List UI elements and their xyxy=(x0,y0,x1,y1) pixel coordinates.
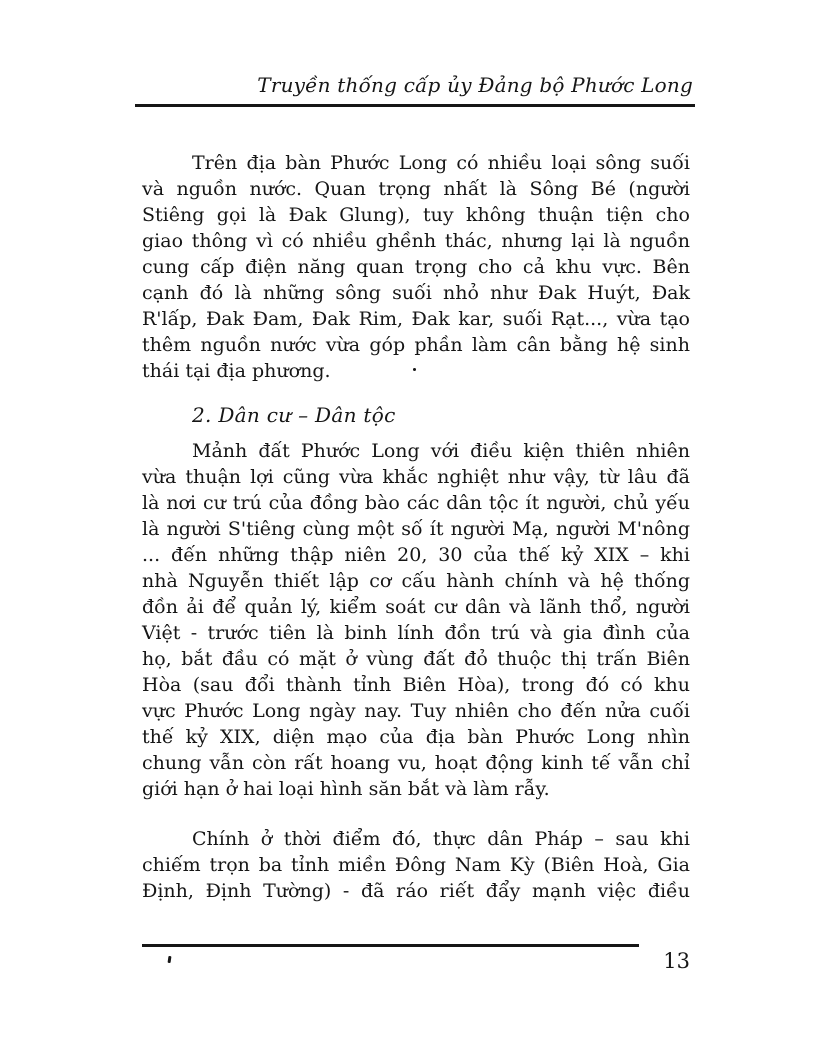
text-line: R'lấp, Đak Đam, Đak Rim, Đak kar, suối Rạt..., vừa tạo xyxy=(142,308,690,330)
text-line: Stiêng gọi là Đak Glung), tuy không thuận tiện cho xyxy=(142,204,690,226)
text-line: Trên địa bàn Phước Long có nhiều loại sông suối xyxy=(192,152,690,174)
text-line: và nguồn nước. Quan trọng nhất là Sông Bé (người xyxy=(142,178,690,200)
text-line: Hòa (sau đổi thành tỉnh Biên Hòa), trong đó có khu xyxy=(142,674,690,696)
text-line: chiếm trọn ba tỉnh miền Đông Nam Kỳ (Biên Hoà, Gia xyxy=(142,854,690,876)
text-line: là nơi cư trú của đồng bào các dân tộc ít người, chủ yếu xyxy=(142,492,690,514)
text-line: giới hạn ở hai loại hình săn bắt và làm rẫy. xyxy=(142,778,550,800)
page-number: 13 xyxy=(663,949,690,973)
text-line: nhà Nguyễn thiết lập cơ cấu hành chính và hệ thống xyxy=(142,570,690,592)
text-line: vừa thuận lợi cũng vừa khắc nghiệt như vậy, từ lâu đã xyxy=(142,466,690,488)
text-line: là người S'tiêng cùng một số ít người Mạ, người M'nông xyxy=(142,518,690,540)
text-line: thêm nguồn nước vừa góp phần làm cân bằng hệ sinh xyxy=(142,334,690,356)
text-line: thế kỷ XIX, diện mạo của địa bàn Phước Long nhìn xyxy=(142,726,690,748)
text-line: Định, Định Tường) - đã ráo riết đẩy mạnh việc điều xyxy=(142,880,690,902)
paragraph-population xyxy=(142,438,690,802)
running-header xyxy=(135,72,695,107)
text-line: thái tại địa phương. xyxy=(142,360,331,382)
text-line: họ, bắt đầu có mặt ở vùng đất đỏ thuộc thị trấn Biên xyxy=(142,648,690,670)
scan-artifact-tick xyxy=(168,956,172,963)
text-line: cạnh đó là những sông suối nhỏ như Đak Huýt, Đak xyxy=(142,282,690,304)
text-line: Chính ở thời điểm đó, thực dân Pháp – sau khi xyxy=(192,828,690,850)
paragraph-rivers xyxy=(142,150,690,384)
paragraph-french-colonial xyxy=(142,826,690,904)
text-line: giao thông vì có nhiều ghềnh thác, nhưng lại là nguồn xyxy=(142,230,690,252)
text-line: đồn ải để quản lý, kiểm soát cư dân và lãnh thổ, người xyxy=(142,596,690,618)
running-header-title: Truyền thống cấp ủy Đảng bộ Phước Long xyxy=(257,73,693,97)
section-heading: 2. Dân cư – Dân tộc xyxy=(192,403,396,427)
scan-artifact-speck xyxy=(413,368,416,371)
text-line: chung vẫn còn rất hoang vu, hoạt động kinh tế vẫn chỉ xyxy=(142,752,690,774)
text-line: cung cấp điện năng quan trọng cho cả khu vực. Bên xyxy=(142,256,690,278)
text-line: Mảnh đất Phước Long với điều kiện thiên nhiên xyxy=(192,440,690,462)
text-line: vực Phước Long ngày nay. Tuy nhiên cho đến nửa cuối xyxy=(142,700,690,722)
text-line: ... đến những thập niên 20, 30 của thế kỷ XIX – khi xyxy=(142,544,690,566)
text-line: Việt - trước tiên là binh lính đồn trú và gia đình của xyxy=(142,622,690,644)
footer-rule xyxy=(142,944,639,947)
